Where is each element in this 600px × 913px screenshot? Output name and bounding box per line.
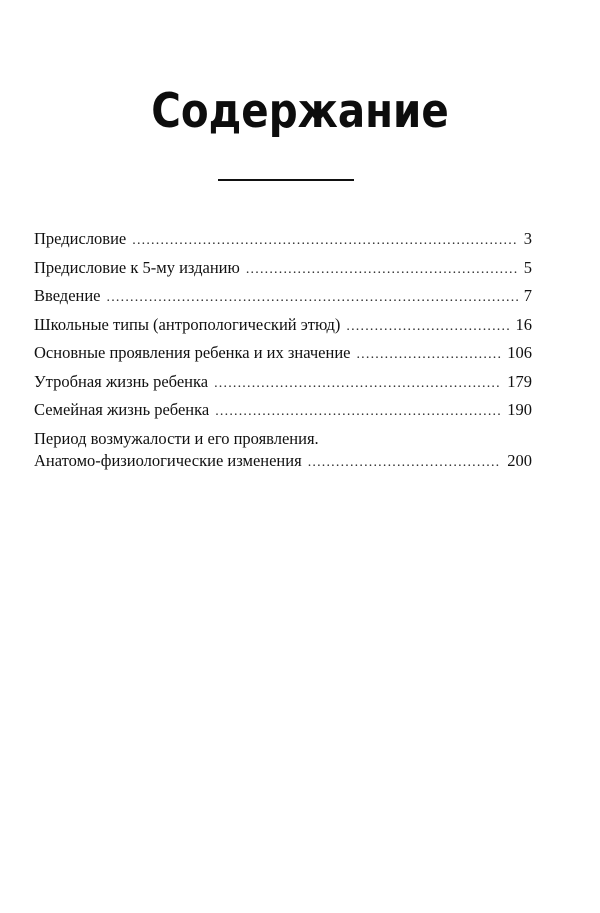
page-title: Содержание: [151, 84, 449, 139]
dot-leader: [308, 452, 502, 474]
toc-entry-label: Анатомо-физиологические изменения: [34, 450, 302, 470]
toc-entry-adolescence: [34, 428, 532, 472]
title-underline: [218, 179, 354, 181]
toc-entry-family-life: [34, 399, 532, 428]
toc-entry-page: 3: [523, 229, 532, 248]
toc-entry-page: 190: [507, 400, 532, 419]
toc-entry-introduction: [34, 285, 532, 314]
dot-leader: [246, 259, 518, 281]
dot-leader: [107, 287, 518, 309]
toc-entry-school-types: [34, 314, 532, 343]
toc-entry-page: 7: [523, 286, 532, 305]
table-of-contents: [34, 228, 532, 472]
toc-entry-label: Предисловие к 5-му изданию: [34, 257, 240, 277]
toc-entry-page: 106: [507, 343, 532, 362]
toc-entry-label: Семейная жизнь ребенка: [34, 400, 210, 419]
toc-entry-label-line1: Период возмужалости и его проявления.: [34, 428, 319, 448]
toc-entry-page: 200: [507, 450, 532, 470]
dot-leader: [346, 316, 509, 338]
toc-entry-label: Введение: [34, 286, 101, 305]
dot-leader: [356, 344, 501, 366]
dot-leader: [132, 230, 518, 252]
dot-leader: [214, 373, 501, 395]
toc-entry-label: Школьные типы (антропологический этюд): [34, 314, 341, 334]
toc-entry-label: Утробная жизнь ребенка: [34, 371, 209, 391]
toc-entry-preface: [34, 228, 532, 257]
toc-entry-label: Основные проявления ребенка и их значение: [34, 343, 351, 362]
toc-entry-page: 16: [515, 314, 532, 334]
dot-leader: [215, 401, 501, 423]
toc-entry-label: Предисловие: [34, 229, 127, 248]
toc-entry-preface-5th-edition: [34, 257, 532, 286]
toc-entry-prenatal-life: [34, 371, 532, 400]
toc-entry-page: 179: [507, 371, 532, 391]
toc-entry-child-manifestations: [34, 342, 532, 371]
toc-entry-page: 5: [523, 257, 532, 277]
